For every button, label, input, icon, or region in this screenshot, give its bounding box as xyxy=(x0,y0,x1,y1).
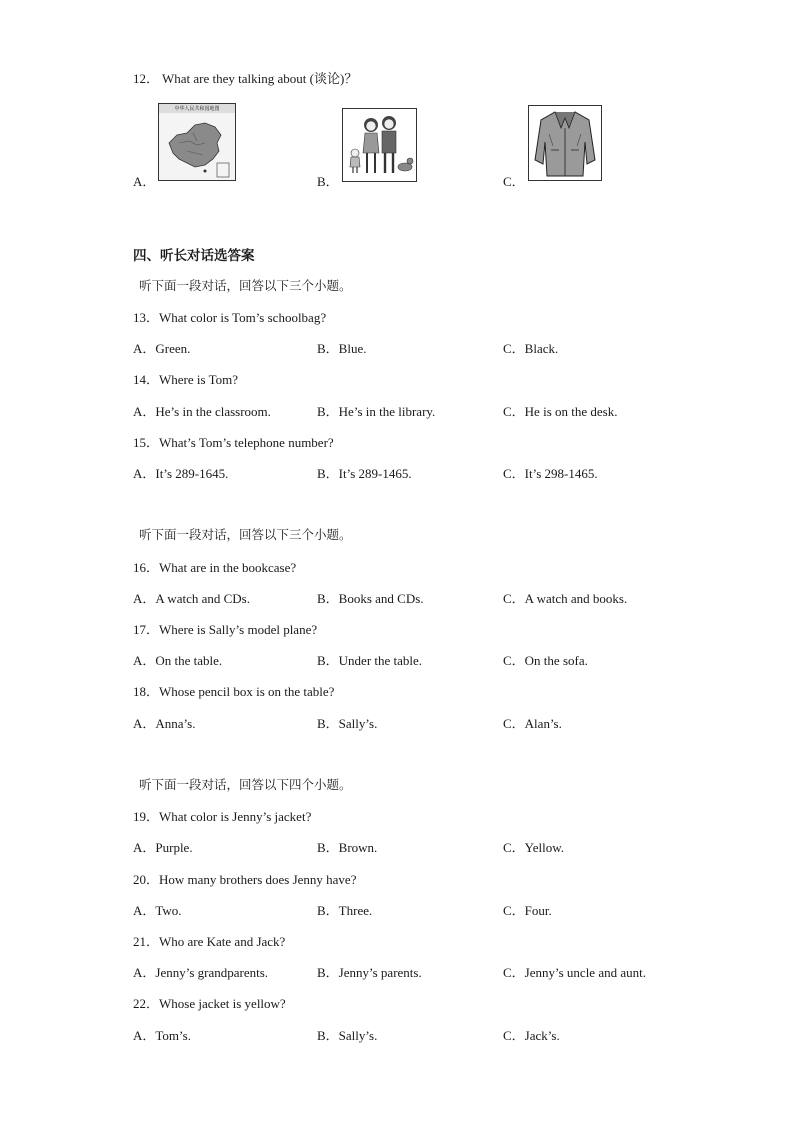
question-14: 14．Where is Tom? xyxy=(133,372,238,387)
jacket-icon xyxy=(529,106,601,180)
option-label-c: C． xyxy=(503,174,525,189)
option-16-a[interactable]: A．A watch and CDs. xyxy=(133,591,250,606)
option-18-a[interactable]: A．Anna’s. xyxy=(133,716,196,731)
option-16-c[interactable]: C．A watch and books. xyxy=(503,591,628,606)
option-15-c[interactable]: C．It’s 298-1465. xyxy=(503,466,598,481)
option-13-c[interactable]: C．Black. xyxy=(503,341,559,356)
question-13: 13．What color is Tom’s schoolbag? xyxy=(133,310,327,325)
option-13-b[interactable]: B．Blue. xyxy=(317,341,367,356)
option-21-a[interactable]: A．Jenny’s grandparents. xyxy=(133,965,269,980)
option-18-b[interactable]: B．Sally’s. xyxy=(317,716,378,731)
family-image xyxy=(342,108,417,182)
question-21: 21．Who are Kate and Jack? xyxy=(133,934,286,949)
option-14-a[interactable]: A．He’s in the classroom. xyxy=(133,404,271,419)
option-15-b[interactable]: B．It’s 289-1465. xyxy=(317,466,412,481)
option-19-c[interactable]: C．Yellow. xyxy=(503,840,565,855)
option-15-a[interactable]: A．It’s 289-1645. xyxy=(133,466,229,481)
option-13-a[interactable]: A．Green. xyxy=(133,341,191,356)
option-20-b[interactable]: B．Three. xyxy=(317,903,373,918)
option-17-a[interactable]: A．On the table. xyxy=(133,653,223,668)
instruction-2: 听下面一段对话，回答以下三个小题。 xyxy=(139,527,352,542)
question-12: 12． What are they talking about (谈论)？ xyxy=(133,71,358,86)
instruction-3: 听下面一段对话，回答以下四个小题。 xyxy=(139,777,352,792)
option-19-a[interactable]: A．Purple. xyxy=(133,840,193,855)
option-22-a[interactable]: A．Tom’s. xyxy=(133,1028,191,1043)
option-21-b[interactable]: B．Jenny’s parents. xyxy=(317,965,422,980)
question-18: 18．Whose pencil box is on the table? xyxy=(133,684,335,699)
option-14-c[interactable]: C．He is on the desk. xyxy=(503,404,618,419)
option-20-c[interactable]: C．Four. xyxy=(503,903,552,918)
section-title: 四、听长对话选答案 xyxy=(133,248,255,264)
option-17-b[interactable]: B．Under the table. xyxy=(317,653,423,668)
instruction-1: 听下面一段对话，回答以下三个小题。 xyxy=(139,278,352,293)
option-14-b[interactable]: B．He’s in the library. xyxy=(317,404,436,419)
question-20: 20．How many brothers does Jenny have? xyxy=(133,872,357,887)
option-19-b[interactable]: B．Brown. xyxy=(317,840,378,855)
map-icon xyxy=(159,113,235,181)
option-22-b[interactable]: B．Sally’s. xyxy=(317,1028,378,1043)
china-map-image xyxy=(158,103,236,181)
option-18-c[interactable]: C．Alan’s. xyxy=(503,716,562,731)
option-21-c[interactable]: C．Jenny’s uncle and aunt. xyxy=(503,965,646,980)
option-17-c[interactable]: C．On the sofa. xyxy=(503,653,588,668)
option-22-c[interactable]: C．Jack’s. xyxy=(503,1028,560,1043)
option-label-a: A． xyxy=(133,174,156,189)
question-22: 22．Whose jacket is yellow? xyxy=(133,996,286,1011)
family-icon xyxy=(343,109,416,181)
question-15: 15．What’s Tom’s telephone number? xyxy=(133,435,334,450)
option-20-a[interactable]: A．Two. xyxy=(133,903,182,918)
option-label-b: B． xyxy=(317,174,339,189)
jacket-image xyxy=(528,105,602,181)
question-17: 17．Where is Sally’s model plane? xyxy=(133,622,318,637)
question-19: 19．What color is Jenny’s jacket? xyxy=(133,809,312,824)
question-16: 16．What are in the bookcase? xyxy=(133,560,297,575)
option-16-b[interactable]: B．Books and CDs. xyxy=(317,591,424,606)
map-title: 中华人民共和国地图 xyxy=(159,104,235,113)
